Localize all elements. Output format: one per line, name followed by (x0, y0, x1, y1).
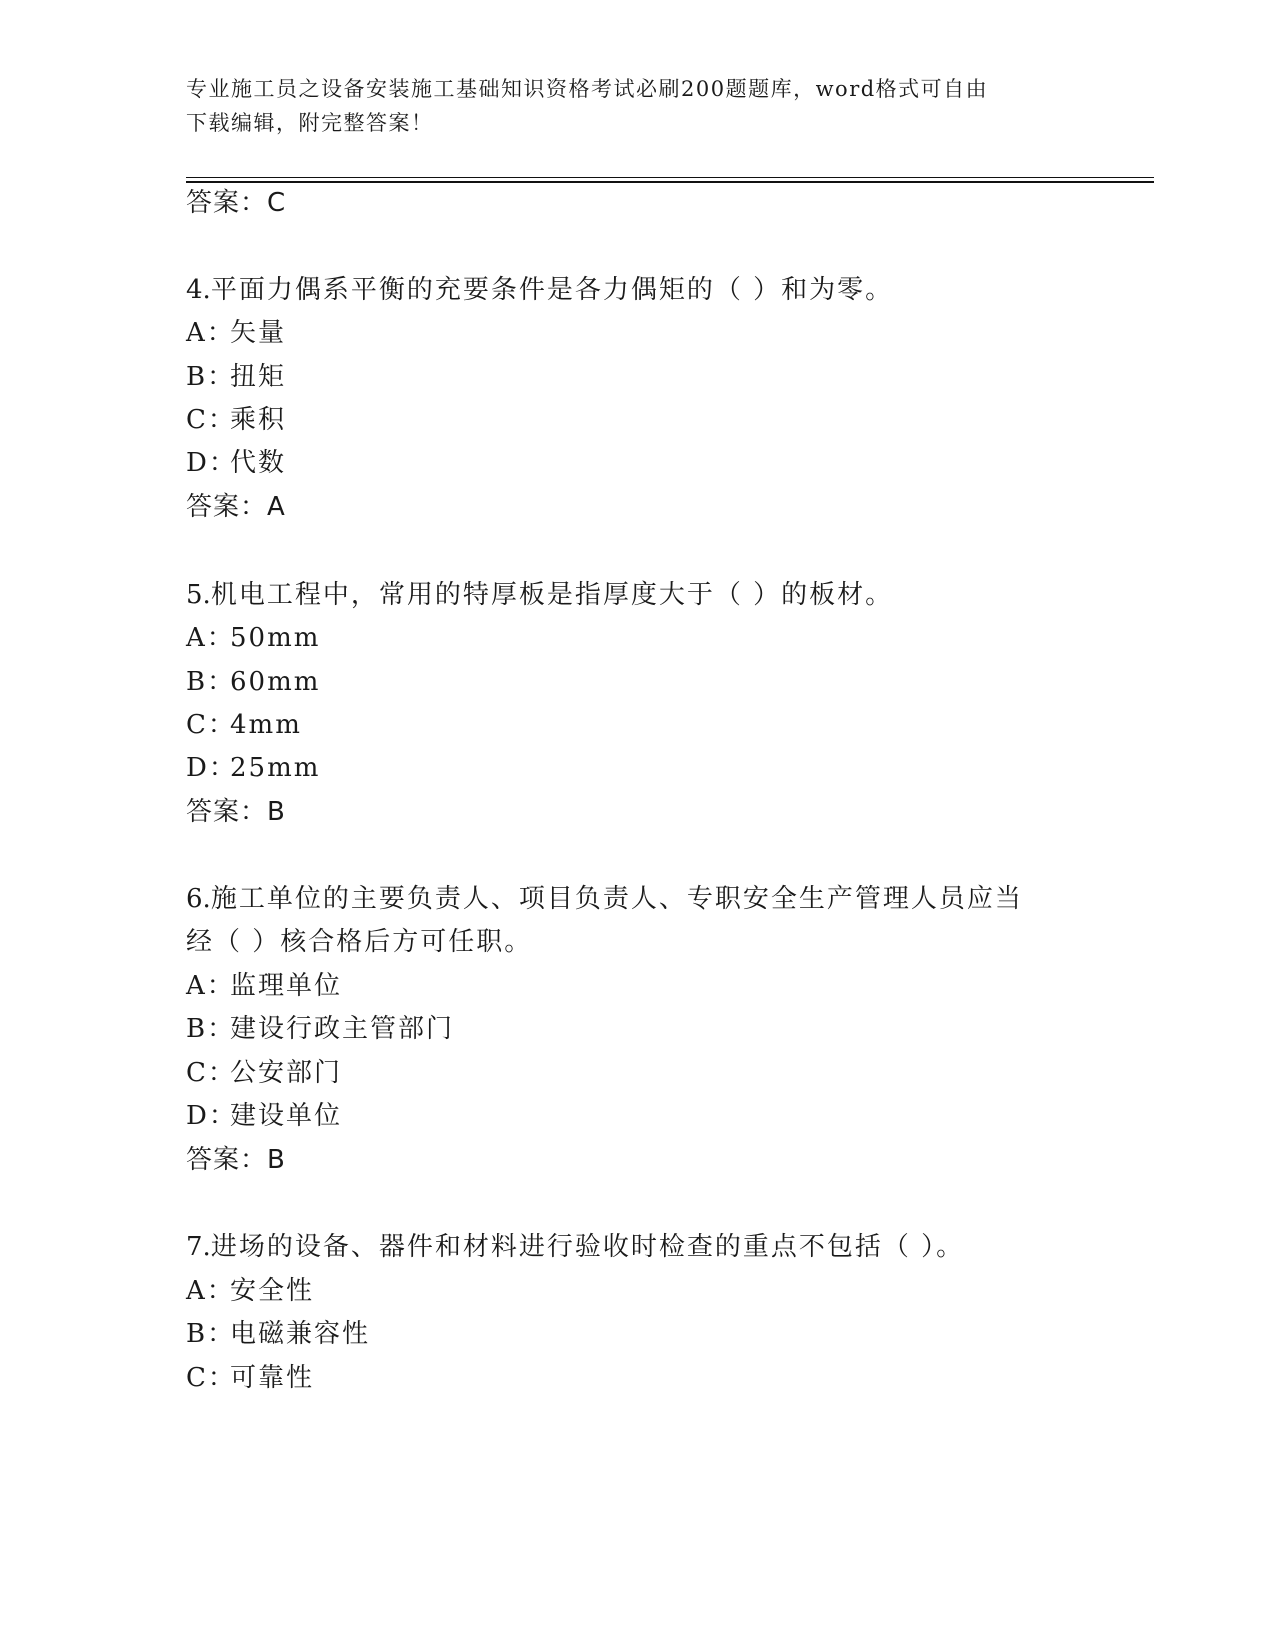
option-text: 乘积 (230, 405, 287, 435)
option-text: 60mm (230, 667, 321, 697)
question-5-stem (186, 580, 893, 610)
document-header (186, 72, 1066, 140)
question-7-stem (186, 1232, 964, 1262)
option-letter: D： (186, 1101, 237, 1131)
question-number: 7. (186, 1232, 211, 1262)
option-letter: B： (186, 1014, 236, 1044)
question-6-option-d (186, 1101, 342, 1131)
option-text: 公安部门 (230, 1058, 343, 1088)
question-stem-line: 进场的设备、器件和材料进行验收时检查的重点不包括（ ）。 (210, 1232, 965, 1262)
option-letter: D： (186, 448, 237, 478)
question-6-stem-line-2: 经（ ）核合格后方可任职。 (186, 927, 533, 957)
option-letter: B： (186, 362, 236, 392)
question-number: 6. (186, 884, 211, 914)
question-number: 5. (186, 580, 211, 610)
question-6-option-b (186, 1014, 454, 1044)
option-letter: A： (186, 623, 235, 653)
question-5-option-c (186, 710, 302, 740)
option-text: 建设单位 (230, 1101, 343, 1131)
option-text: 25mm (230, 753, 321, 783)
previous-answer: 答案：C (186, 188, 287, 218)
option-letter: A： (186, 1276, 235, 1306)
option-letter: B： (186, 667, 236, 697)
option-text: 扭矩 (230, 362, 287, 392)
option-text: 矢量 (230, 318, 287, 348)
question-5-answer: 答案：B (186, 797, 286, 827)
option-text: 4mm (230, 710, 302, 740)
option-letter: D： (186, 753, 237, 783)
option-letter: C： (186, 710, 236, 740)
question-4-stem (186, 275, 893, 305)
option-letter: C： (186, 1058, 236, 1088)
header-rule-thick (186, 181, 1154, 183)
option-text: 建设行政主管部门 (230, 1014, 455, 1044)
question-7-option-a (186, 1276, 314, 1306)
question-6-option-c (186, 1058, 342, 1088)
question-4-option-b (186, 362, 286, 392)
question-4-option-c (186, 405, 286, 435)
question-5-option-b (186, 667, 320, 697)
option-text: 监理单位 (230, 971, 343, 1001)
header-rule-thin (186, 177, 1154, 178)
question-6-answer: 答案：B (186, 1145, 286, 1175)
option-letter: C： (186, 1363, 236, 1393)
header-line-1: 专业施工员之设备安装施工基础知识资格考试必刷200题题库，word格式可自由 (186, 77, 989, 101)
option-text: 电磁兼容性 (230, 1319, 371, 1349)
question-number: 4. (186, 275, 211, 305)
question-stem-line: 施工单位的主要负责人、项目负责人、专职安全生产管理人员应当 (210, 884, 1023, 914)
question-6-option-a (186, 971, 342, 1001)
option-letter: A： (186, 318, 235, 348)
question-5-option-d (186, 753, 320, 783)
question-7-option-b (186, 1319, 370, 1349)
question-stem-line: 平面力偶系平衡的充要条件是各力偶矩的（ ）和为零。 (210, 275, 894, 305)
question-4-option-a (186, 318, 286, 348)
option-text: 代数 (230, 448, 287, 478)
option-text: 可靠性 (230, 1363, 315, 1393)
option-text: 安全性 (230, 1276, 315, 1306)
option-letter: B： (186, 1319, 236, 1349)
question-4-answer: 答案：A (186, 492, 286, 522)
question-6-stem (186, 884, 1023, 914)
question-5-option-a (186, 623, 320, 653)
question-4-option-d (186, 448, 286, 478)
option-letter: C： (186, 405, 236, 435)
option-text: 50mm (230, 623, 321, 653)
question-7-option-c (186, 1363, 314, 1393)
question-stem-line: 机电工程中，常用的特厚板是指厚度大于（ ）的板材。 (210, 580, 894, 610)
option-letter: A： (186, 971, 235, 1001)
header-line-2: 下载编辑，附完整答案！ (186, 111, 434, 135)
